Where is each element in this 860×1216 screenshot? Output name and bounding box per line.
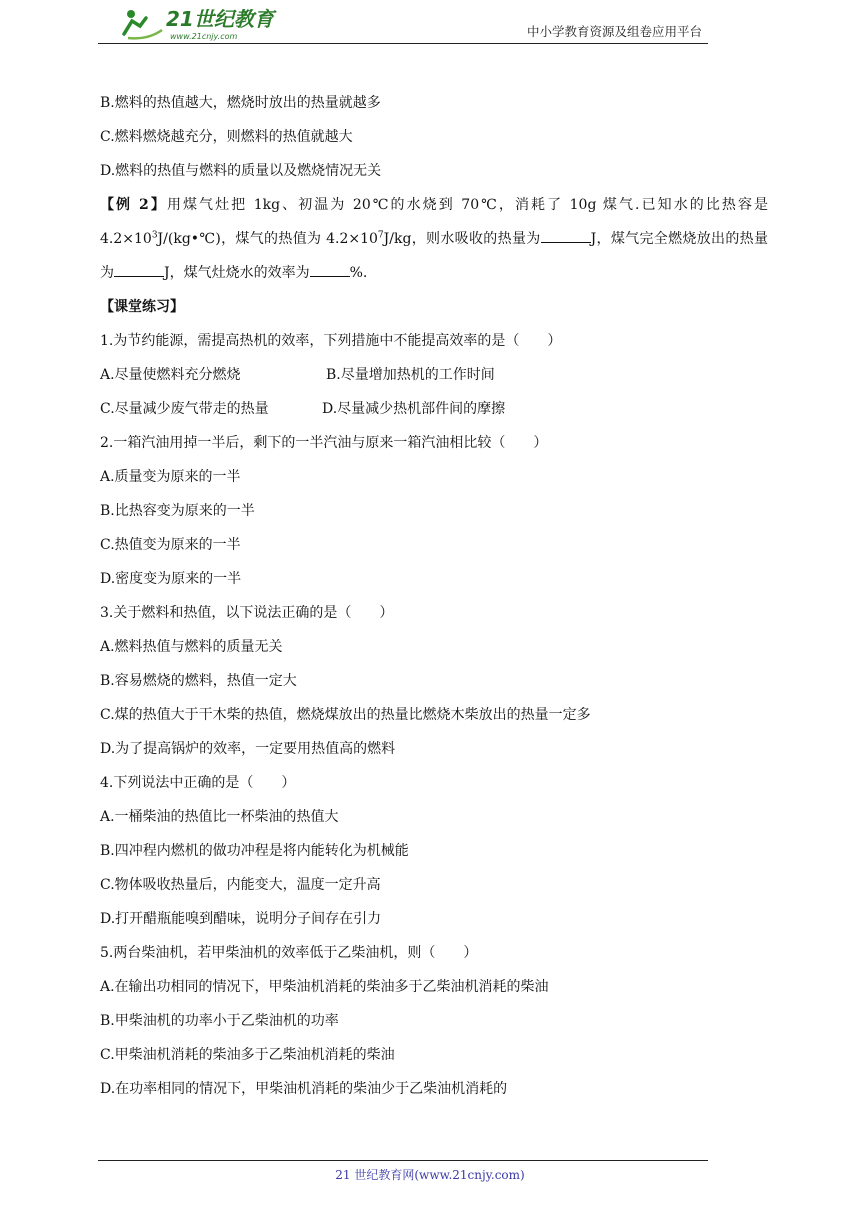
answer-blank-3[interactable] bbox=[310, 260, 350, 277]
option-d: D.燃料的热值与燃料的质量以及燃烧情况无关 bbox=[100, 163, 382, 179]
option-d: D.打开醋瓶能嗅到醋味，说明分子间存在引力 bbox=[100, 911, 382, 927]
document-body bbox=[100, 86, 768, 1106]
option-b: B.尽量增加热机的工作时间 bbox=[326, 367, 495, 383]
option-b: B.四冲程内燃机的做功冲程是将内能转化为机械能 bbox=[100, 843, 409, 859]
option-b: B.甲柴油机的功率小于乙柴油机的功率 bbox=[100, 1013, 339, 1029]
option-c: C.甲柴油机消耗的柴油多于乙柴油机消耗的柴油 bbox=[100, 1047, 395, 1063]
option-b: B.容易燃烧的燃料，热值一定大 bbox=[100, 673, 297, 689]
svg-text:21世纪教育: 21世纪教育 bbox=[166, 7, 274, 31]
option-d: D.为了提高锅炉的效率，一定要用热值高的燃料 bbox=[100, 741, 396, 757]
footer-divider bbox=[98, 1160, 708, 1161]
header-divider bbox=[98, 43, 708, 44]
question-1-options-row-1 bbox=[100, 358, 768, 392]
question-5-stem: 5.两台柴油机，若甲柴油机的效率低于乙柴油机，则（ ） bbox=[100, 945, 478, 961]
question-4-stem: 4.下列说法中正确的是（ ） bbox=[100, 775, 296, 791]
logo bbox=[118, 4, 308, 42]
option-c: C.燃料燃烧越充分，则燃料的热值就越大 bbox=[100, 129, 353, 145]
question-2-stem: 2.一箱汽油用掉一半后，剩下的一半汽油与原来一箱汽油相比较（ ） bbox=[100, 435, 548, 451]
option-a: A.质量变为原来的一半 bbox=[100, 469, 241, 485]
practice-title: 【课堂练习】 bbox=[100, 299, 184, 315]
page-header bbox=[98, 0, 708, 46]
answer-blank-2[interactable] bbox=[114, 260, 164, 277]
platform-name: 中小学教育资源及组卷应用平台 bbox=[526, 24, 702, 39]
option-a: A.一桶柴油的热值比一杯柴油的热值大 bbox=[100, 809, 339, 825]
option-a: A.尽量使燃料充分燃烧 bbox=[100, 367, 241, 383]
option-a: A.在输出功相同的情况下，甲柴油机消耗的柴油多于乙柴油机消耗的柴油 bbox=[100, 979, 549, 995]
option-b: B.燃料的热值越大，燃烧时放出的热量就越多 bbox=[100, 95, 381, 111]
option-d: D.在功率相同的情况下，甲柴油机消耗的柴油少于乙柴油机消耗的 bbox=[100, 1081, 508, 1097]
question-3-stem: 3.关于燃料和热值，以下说法正确的是（ ） bbox=[100, 605, 394, 621]
option-c: C.尽量减少废气带走的热量 bbox=[100, 401, 269, 417]
page-footer: 21 世纪教育网(www.21cnjy.com) bbox=[335, 1168, 525, 1182]
example-label: 【例 2】 bbox=[100, 197, 167, 213]
option-c: C.物体吸收热量后，内能变大，温度一定升高 bbox=[100, 877, 381, 893]
example-2: 【例 2】用煤气灶把 1kg、初温为 20℃的水烧到 70℃，消耗了 10g 煤气.已知水的比热容是 $4.2\times 10^3J/(kg•℃)$，煤气的热值为 $4.2\times 10^7J/kg$，则水吸收的热量为 J，煤气完全燃烧放出的热量为 J，煤气灶烧水的效率为 %. bbox=[100, 197, 769, 281]
question-1-options-row-2 bbox=[100, 392, 768, 426]
answer-blank-1[interactable] bbox=[541, 226, 591, 243]
option-c: C.煤的热值大于干木柴的热值，燃烧煤放出的热量比燃烧木柴放出的热量一定多 bbox=[100, 707, 591, 723]
option-b: B.比热容变为原来的一半 bbox=[100, 503, 255, 519]
option-c: C.热值变为原来的一半 bbox=[100, 537, 241, 553]
svg-text:www.21cnjy.com: www.21cnjy.com bbox=[170, 32, 238, 41]
option-d: D.尽量减少热机部件间的摩擦 bbox=[322, 401, 506, 417]
option-a: A.燃料热值与燃料的质量无关 bbox=[100, 639, 283, 655]
option-d: D.密度变为原来的一半 bbox=[100, 571, 242, 587]
question-1-stem: 1.为节约能源，需提高热机的效率，下列措施中不能提高效率的是（ ） bbox=[100, 333, 562, 349]
